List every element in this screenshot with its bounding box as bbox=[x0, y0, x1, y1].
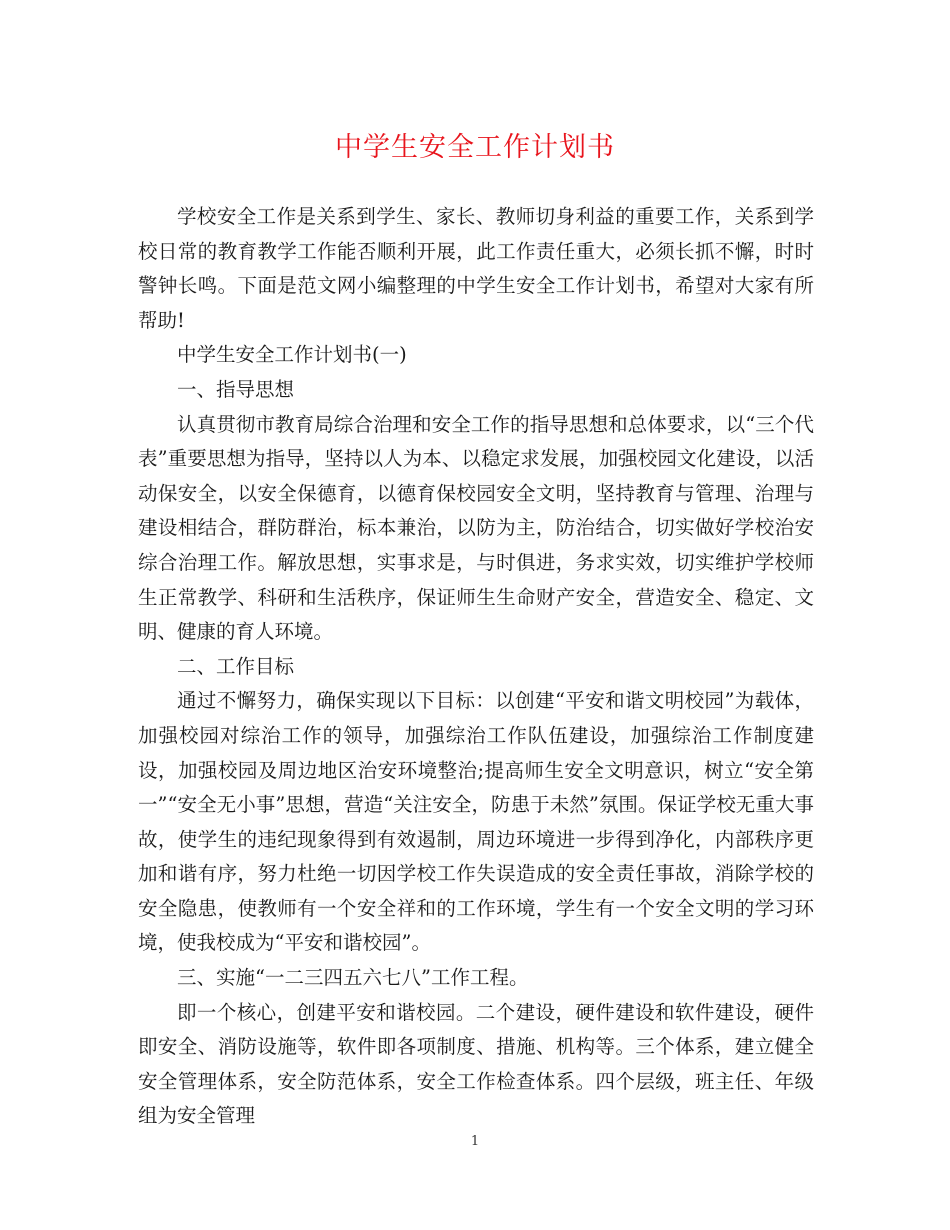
guiding-thought-paragraph: 认真贯彻市教育局综合治理和安全工作的指导思想和总体要求，以“三个代表”重要思想为指导，坚持以人为本、以稳定求发展，加强校园文化建设，以活动保安全，以安全保德育，以德育保校园安全文明，坚持教育与管理、治理与建设相结合，群防群治，标本兼治，以防为主，防治结合，切实做好学校治安综合治理工作。解放思想，实事求是，与时俱进，务求实效，切实维护学校师生正常教学、科研和生活秩序，保证师生生命财产安全，营造安全、稳定、文明、健康的育人环境。 bbox=[138, 412, 814, 644]
implementation-paragraph: 即一个核心，创建平安和谐校园。二个建设，硬件建设和软件建设，硬件即安全、消防设施等，软件即各项制度、措施、机构等。三个体系，建立健全安全管理体系，安全防范体系，安全工作检查体系。四个层级，班主任、年级组为安全管理 bbox=[138, 1000, 814, 1128]
section-heading-guiding-thought: 一、指导思想 bbox=[177, 377, 295, 401]
section-heading-work-goals: 二、工作目标 bbox=[177, 654, 295, 678]
document-title: 中学生安全工作计划书 bbox=[335, 132, 615, 163]
work-goals-paragraph: 通过不懈努力，确保实现以下目标：以创建“平安和谐文明校园”为载体，加强校园对综治工作的领导，加强综治工作队伍建设，加强综治工作制度建设，加强校园及周边地区治安环境整治;提高师生安全文明意识，树立“安全第一”“安全无小事”思想，营造“关注安全，防患于未然”氛围。保证学校无重大事故，使学生的违纪现象得到有效遏制，周边环境进一步得到净化，内部秩序更加和谐有序，努力杜绝一切因学校工作失误造成的安全责任事故，消除学校的安全隐患，使教师有一个安全祥和的工作环境，学生有一个安全文明的学习环境，使我校成为“平安和谐校园”。 bbox=[138, 689, 814, 955]
plan-subtitle: 中学生安全工作计划书(一) bbox=[177, 343, 407, 367]
document-body bbox=[138, 200, 814, 1134]
intro-paragraph: 学校安全工作是关系到学生、家长、教师切身利益的重要工作，关系到学校日常的教育教学工作能否顺利开展，此工作责任重大，必须长抓不懈，时时警钟长鸣。下面是范文网小编整理的中学生安全工作计划书，希望对大家有所帮助! bbox=[138, 205, 814, 332]
page-number: 1 bbox=[470, 1134, 480, 1149]
section-heading-implementation: 三、实施“一二三四五六七八”工作工程。 bbox=[177, 966, 529, 990]
